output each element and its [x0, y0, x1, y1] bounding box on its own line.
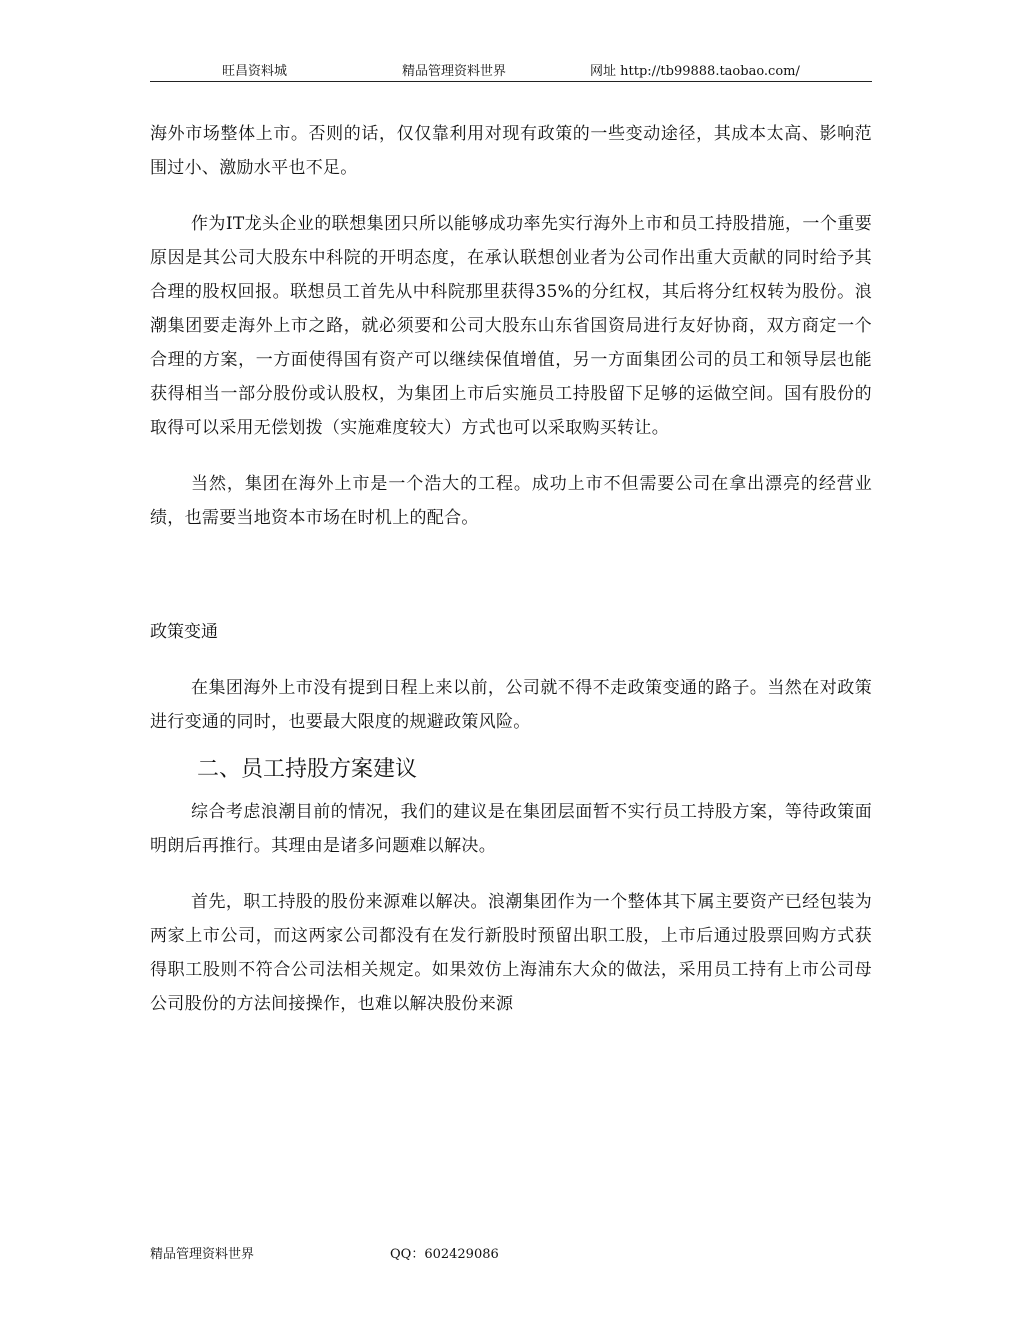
page-header: [150, 60, 872, 80]
paragraph-5: 综合考虑浪潮目前的情况，我们的建议是在集团层面暂不实行员工持股方案，等待政策面明朗后再推行。其理由是诸多问题难以解决。: [150, 802, 872, 856]
paragraph-1: 海外市场整体上市。否则的话，仅仅靠利用对现有政策的一些变动途径，其成本太高、影响范围过小、激励水平也不足。: [150, 124, 872, 178]
paragraph-4: 在集团海外上市没有提到日程上来以前，公司就不得不走政策变通的路子。当然在对政策进行变通的同时，也要最大限度的规避政策风险。: [150, 678, 872, 732]
section-title: 二、员工持股方案建议: [197, 757, 418, 782]
header-divider: [150, 81, 872, 82]
header-left-text: 旺昌资料城: [222, 64, 288, 79]
header-center-text: 精品管理资料世界: [402, 64, 507, 79]
subheading-policy: 政策变通: [150, 622, 218, 642]
paragraph-2: 作为IT龙头企业的联想集团只所以能够成功率先实行海外上市和员工持股措施，一个重要原因是其公司大股东中科院的开明态度，在承认联想创业者为公司作出重大贡献的同时给予其合理的股权回报。联想员工首先从中科院那里获得35%的分红权，其后将分红权转为股份。浪潮集团要走海外上市之路，就必须要和公司大股东山东省国资局进行友好协商，双方商定一个合理的方案，一方面使得国有资产可以继续保值增值，另一方面集团公司的员工和领导层也能获得相当一部分股份或认股权，为集团上市后实施员工持股留下足够的运做空间。国有股份的取得可以采用无偿划拨（实施难度较大）方式也可以采取购买转让。: [150, 214, 872, 438]
header-url-text: 网址 http://tb99888.taobao.com/: [590, 64, 800, 79]
document-body: [150, 117, 872, 1021]
footer-left-text: 精品管理资料世界: [150, 1247, 255, 1262]
paragraph-3: 当然，集团在海外上市是一个浩大的工程。成功上市不但需要公司在拿出漂亮的经营业绩，也需要当地资本市场在时机上的配合。: [150, 474, 872, 528]
footer-qq-text: QQ：602429086: [390, 1247, 499, 1262]
paragraph-6: 首先，职工持股的股份来源难以解决。浪潮集团作为一个整体其下属主要资产已经包装为两家上市公司，而这两家公司都没有在发行新股时预留出职工股，上市后通过股票回购方式获得职工股则不符合公司法相关规定。如果效仿上海浦东大众的做法，采用员工持有上市公司母公司股份的方法间接操作，也难以解决股份来源: [150, 892, 872, 1014]
